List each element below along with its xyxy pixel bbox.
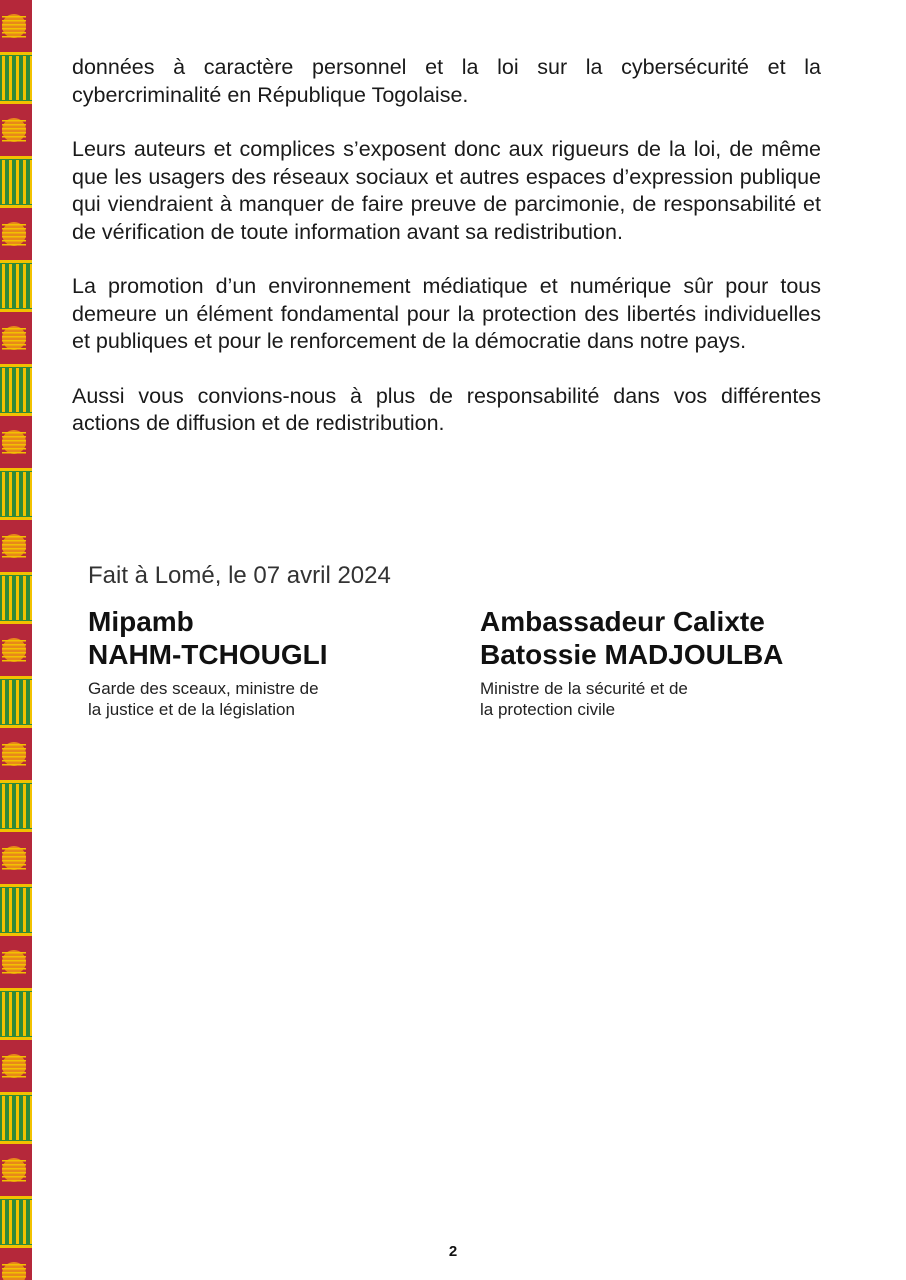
paragraph-4: Aussi vous convions-nous à plus de responsabilité dans vos différentes actions de diffusion et de redistribution. [72,383,821,435]
signatory-name-line2: NAHM-TCHOUGLI [88,639,328,670]
paragraph-1: données à caractère personnel et la loi sur la cybersécurité et la cybercriminalité en République Togolaise. [72,55,821,107]
signatory-title-line2: la protection civile [480,700,616,719]
signatory-name-line1: Ambassadeur Calixte [480,606,765,637]
signatory-name-line2: Batossie MADJOULBA [480,639,784,670]
signatory-right [480,605,840,720]
signatory-title-line1: Garde des sceaux, ministre de [88,679,319,698]
decorative-border-strip [0,0,32,1280]
signing-place-date: Fait à Lomé, le 07 avril 2024 [88,562,391,589]
signatory-title-line2: la justice et de la législation [88,700,295,719]
signatory-name-line1: Mipamb [88,606,194,637]
signatory-left [88,605,418,720]
paragraph-2: Leurs auteurs et complices s’exposent donc aux rigueurs de la loi, de même que les usagers des réseaux sociaux et autres espaces d’expression publique qui viendraient à manquer de faire preuve de parcimonie, de responsabilité et de vérification de toute information avant sa redistribution. [72,137,821,244]
paragraph-3: La promotion d’un environnement médiatique et numérique sûr pour tous demeure un élément fondamental pour la protection des libertés individuelles et publiques et pour le renforcement de la démocratie dans notre pays. [72,274,821,353]
page-number: 2 [448,1243,458,1260]
kente-pattern-border [0,0,32,1280]
document-body [72,54,821,465]
signatory-title-line1: Ministre de la sécurité et de [480,679,688,698]
